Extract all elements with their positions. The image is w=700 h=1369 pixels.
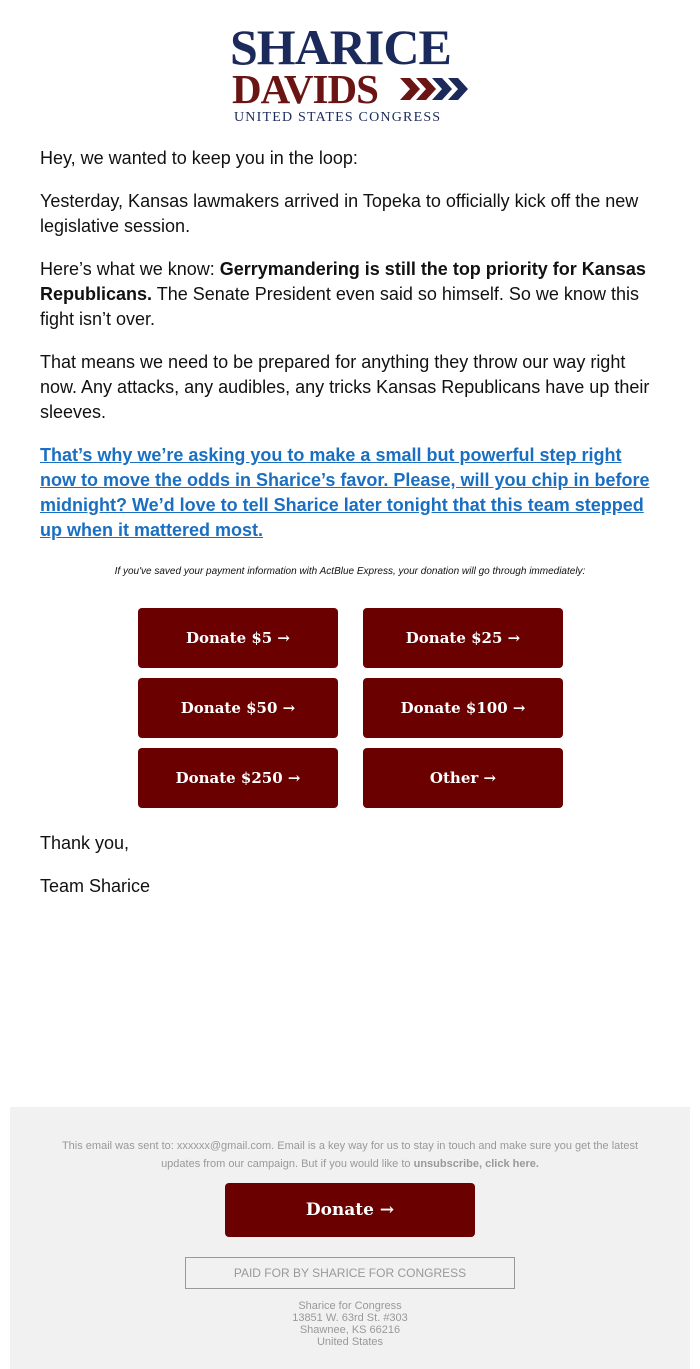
address-city: Shawnee, KS 66216 — [299, 1324, 401, 1336]
donate-100-button[interactable]: Donate $100 → — [363, 678, 563, 738]
email-footer — [10, 1107, 690, 1369]
logo-last-name: DAVIDS — [232, 66, 378, 112]
chevron-arrows-icon — [400, 76, 470, 102]
paragraph-prepared: That means we need to be prepared for anything they throw our way right now. Any attacks, any audibles, any tricks Kansas Republicans have up their sleeves. — [40, 352, 650, 422]
cta-paragraph — [40, 443, 660, 543]
paragraph-gerrymandering — [40, 257, 660, 332]
email-body — [40, 146, 660, 561]
mailing-address — [10, 1300, 690, 1348]
unsubscribe-link[interactable]: unsubscribe, click here. — [413, 1158, 539, 1170]
greeting: Hey, we wanted to keep you in the loop: — [40, 148, 358, 168]
para2-bold: Gerrymandering is still the top priority for Kansas Republicans. — [40, 259, 646, 304]
address-name: Sharice for Congress — [298, 1300, 402, 1312]
actblue-express-note: If you've saved your payment information with ActBlue Express, your donation will go through immediately: — [114, 566, 586, 577]
donate-other-button[interactable]: Other → — [363, 748, 563, 808]
donate-25-button[interactable]: Donate $25 → — [363, 608, 563, 668]
campaign-logo — [228, 19, 473, 126]
address-country: United States — [316, 1336, 384, 1348]
paragraph-session: Yesterday, Kansas lawmakers arrived in Topeka to officially kick off the new legislative session. — [40, 191, 639, 236]
donate-50-button[interactable]: Donate $50 → — [138, 678, 338, 738]
logo-subtitle: UNITED STATES CONGRESS — [234, 110, 442, 125]
para2-end: The Senate President even said so himself. So we know this fight isn’t over. — [40, 284, 639, 329]
footer-sent-to-text — [50, 1137, 650, 1173]
signoff-team: Team Sharice — [40, 876, 151, 896]
donate-250-button[interactable]: Donate $250 → — [138, 748, 338, 808]
cta-link[interactable]: That’s why we’re asking you to make a small but powerful step right now to move the odds in Sharice’s favor. Please, will you chip in before midnight? We’d love to tell Sharice later tonight that this team stepped up when it mattered most. — [40, 445, 650, 540]
logo-first-name: SHARICE — [230, 19, 451, 75]
signoff-thanks: Thank you, — [40, 833, 130, 853]
donate-5-button[interactable]: Donate $5 → — [138, 608, 338, 668]
paid-for-disclaimer: PAID FOR BY SHARICE FOR CONGRESS — [185, 1257, 515, 1289]
footer-donate-button[interactable]: Donate → — [225, 1183, 475, 1237]
address-street: 13851 W. 63rd St. #303 — [292, 1312, 408, 1324]
para2-start: Here’s what we know: — [40, 259, 220, 279]
footer-sent-to: This email was sent to: xxxxxx@gmail.com. Email is a key way for us to stay in touch and make sure you get the latest updates from our campaign. But if you would like to — [61, 1140, 639, 1170]
